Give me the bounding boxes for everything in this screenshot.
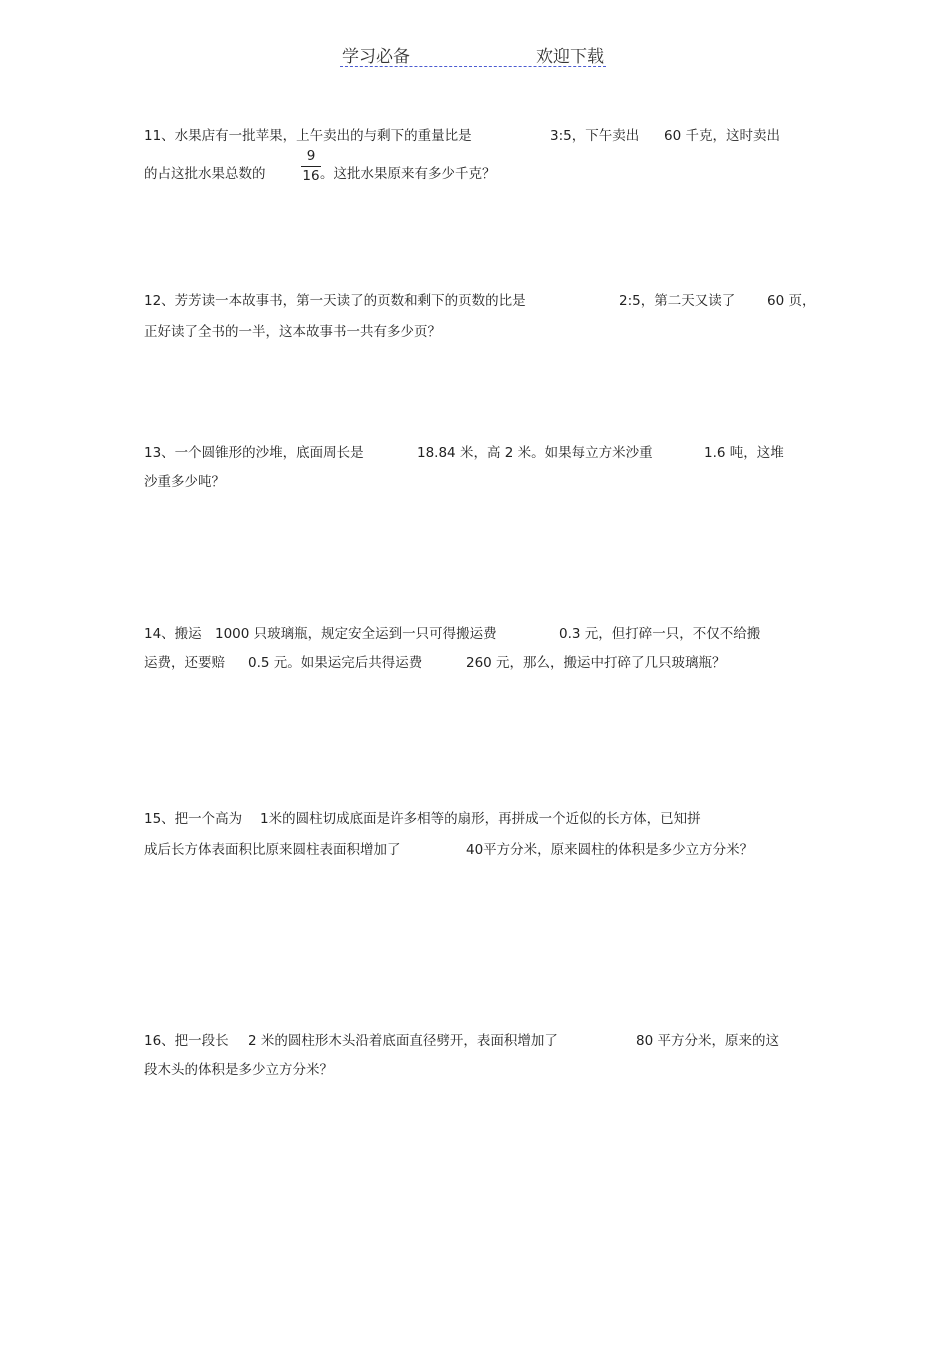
header-left-text: 学习必备 [342, 47, 410, 67]
header-right-text: 欢迎下载 [536, 47, 604, 67]
fraction-denominator: 16 [302, 168, 320, 184]
page-header [340, 42, 606, 67]
fraction-numerator: 9 [306, 148, 316, 164]
fraction-bar [301, 166, 321, 167]
fraction-nine-sixteenths [300, 148, 322, 185]
